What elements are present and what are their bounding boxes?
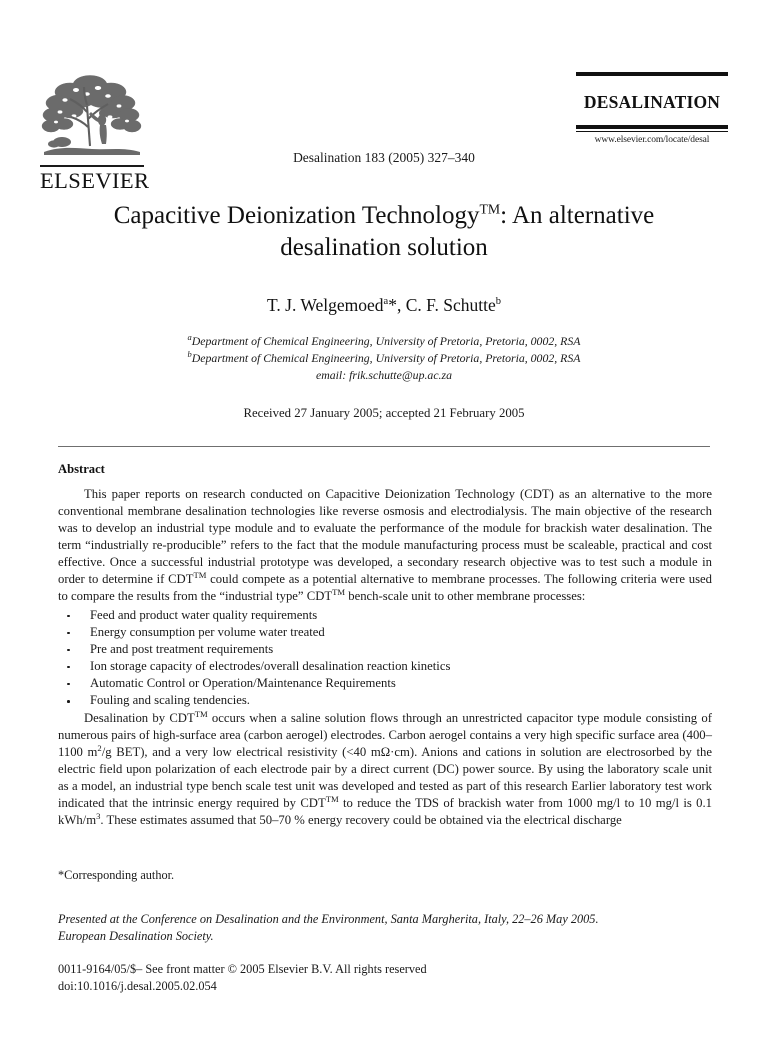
abstract-p2-trademark-2: TM bbox=[325, 794, 339, 805]
abstract-paragraph-2 bbox=[58, 710, 712, 830]
abstract-p1-trademark-2: TM bbox=[332, 587, 346, 598]
author-email[interactable]: email: frik.schutte@up.ac.za bbox=[315, 368, 452, 383]
masthead bbox=[40, 72, 728, 192]
list-item: Energy consumption per volume water treated bbox=[58, 624, 712, 641]
abstract-p1-trademark-1: TM bbox=[193, 570, 207, 581]
abstract-p1-seg-b: could compete as a potential alternative to membrane processes. The following criteria were used to compare the results from the “industrial type” CDT bbox=[58, 572, 712, 604]
conference-note bbox=[58, 911, 712, 945]
conference-note-line-1: Presented at the Conference on Desalination and the Environment, Santa Margherita, Italy, 22–26 May 2005. bbox=[58, 912, 599, 926]
abstract-p2-seg-a: Desalination by CDT bbox=[84, 711, 195, 726]
affiliation-b-text: Department of Chemical Engineering, University of Pretoria, Pretoria, 0002, RSA bbox=[191, 351, 581, 366]
abstract-paragraph-1 bbox=[58, 486, 712, 606]
abstract-heading: Abstract bbox=[58, 462, 105, 476]
abstract-p1-seg-a: This paper reports on research conducted on Capacitive Deionization Technology (CDT) as an alternative to the more conventional membrane desalination technologies like reverse osmosis and electrodialysis. The main objective of the research was to develop an industrial type module and to evaluate the performance of the module for brackish water desalination. The term “industrially re-producible” refers to the fact that the module manufacturing process must be scaleable, practical and cost effective. Once a successful industrial prototype was developed, a secondary research objective was to test such a module in order to determine if CDT bbox=[58, 487, 712, 587]
author-one: T. J. Welgemoed bbox=[267, 295, 384, 315]
issn-copyright-line: 0011-9164/05/$– See front matter © 2005 Elsevier B.V. All rights reserved bbox=[58, 962, 427, 977]
journal-rule-thick-lower bbox=[576, 125, 728, 129]
doi-line[interactable]: doi:10.1016/j.desal.2005.02.054 bbox=[58, 979, 217, 993]
list-item: Ion storage capacity of electrodes/overall desalination reaction kinetics bbox=[58, 658, 712, 675]
abstract-p2-seg-e: . These estimates assumed that 50–70 % energy recovery could be obtained via the electrical discharge bbox=[100, 813, 622, 828]
received-accepted-dates: Received 27 January 2005; accepted 21 February 2005 bbox=[243, 406, 525, 421]
author-two-affiliation-marker: b bbox=[495, 296, 501, 308]
abstract-p2-exponent-area: 2 bbox=[97, 742, 102, 753]
affiliation-a-marker: a bbox=[187, 332, 192, 343]
journal-title: DESALINATION bbox=[583, 92, 721, 112]
abstract-p2-seg-b: occurs when a saline solution flows through an unrestricted capacitor type module consisting of numerous pairs of high-surface area (carbon aerogel) electrodes. Carbon aerogel contains a very high specific surface area (400–1100 m bbox=[58, 711, 712, 760]
corresponding-author-note: *Corresponding author. bbox=[58, 868, 175, 882]
affiliation-b bbox=[64, 350, 704, 367]
front-matter-block bbox=[58, 961, 712, 994]
title-text-main: Capacitive Deionization Technology bbox=[113, 202, 480, 229]
journal-url[interactable]: www.elsevier.com/locate/desal bbox=[594, 135, 710, 145]
elsevier-brand bbox=[40, 72, 148, 193]
conference-note-line-2: European Desalination Society. bbox=[58, 929, 214, 944]
criteria-list bbox=[58, 607, 712, 709]
abstract-p2-exponent-volume: 3 bbox=[96, 811, 101, 822]
abstract-section bbox=[58, 462, 712, 830]
title-trademark-sup: TM bbox=[479, 201, 501, 217]
affiliation-b-marker: b bbox=[187, 349, 192, 360]
list-item: Fouling and scaling tendencies. bbox=[58, 692, 712, 709]
journal-reference: Desalination 183 (2005) 327–340 bbox=[293, 150, 475, 165]
abstract-p1-seg-c: bench-scale unit to other membrane processes: bbox=[345, 589, 586, 604]
affiliation-a bbox=[64, 333, 704, 350]
author-list bbox=[64, 295, 704, 316]
author-two: *, C. F. Schutte bbox=[388, 295, 496, 315]
abstract-divider-rule bbox=[58, 446, 710, 447]
affiliation-a-text: Department of Chemical Engineering, University of Pretoria, Pretoria, 0002, RSA bbox=[191, 334, 581, 348]
list-item: Pre and post treatment requirements bbox=[58, 641, 712, 658]
list-item: Feed and product water quality requirements bbox=[58, 607, 712, 624]
author-one-affiliation-marker: a bbox=[383, 296, 389, 308]
title-text-tail: : An alternative desalination solution bbox=[280, 202, 655, 261]
page-footer bbox=[58, 868, 712, 995]
list-item: Automatic Control or Operation/Maintenance Requirements bbox=[58, 675, 712, 692]
journal-brand bbox=[576, 72, 728, 145]
affiliations bbox=[64, 333, 704, 384]
title-block bbox=[64, 200, 704, 421]
page-title bbox=[64, 200, 704, 264]
journal-rule-thick bbox=[576, 72, 728, 76]
abstract-p2-seg-c: /g BET), and a very low electrical resistivity (<40 mΩ·cm). Anions and cations in solution are electrosorbed by the electric field upon polarization of each electrode pair by a direct current (DC) power source. By using the laboratory scale unit as a model, an industrial type bench scale test unit was developed and tested as part of this research Earlier laboratory test work indicated that the intrinsic energy required by CDT bbox=[58, 745, 712, 811]
abstract-p2-trademark-1: TM bbox=[194, 708, 208, 719]
elsevier-wordmark: ELSEVIER bbox=[40, 168, 150, 193]
journal-rule-thin bbox=[576, 131, 728, 132]
abstract-p2-seg-d: to reduce the TDS of brackish water from 1000 mg/l to 10 mg/l is 0.1 kWh/m bbox=[58, 796, 712, 828]
